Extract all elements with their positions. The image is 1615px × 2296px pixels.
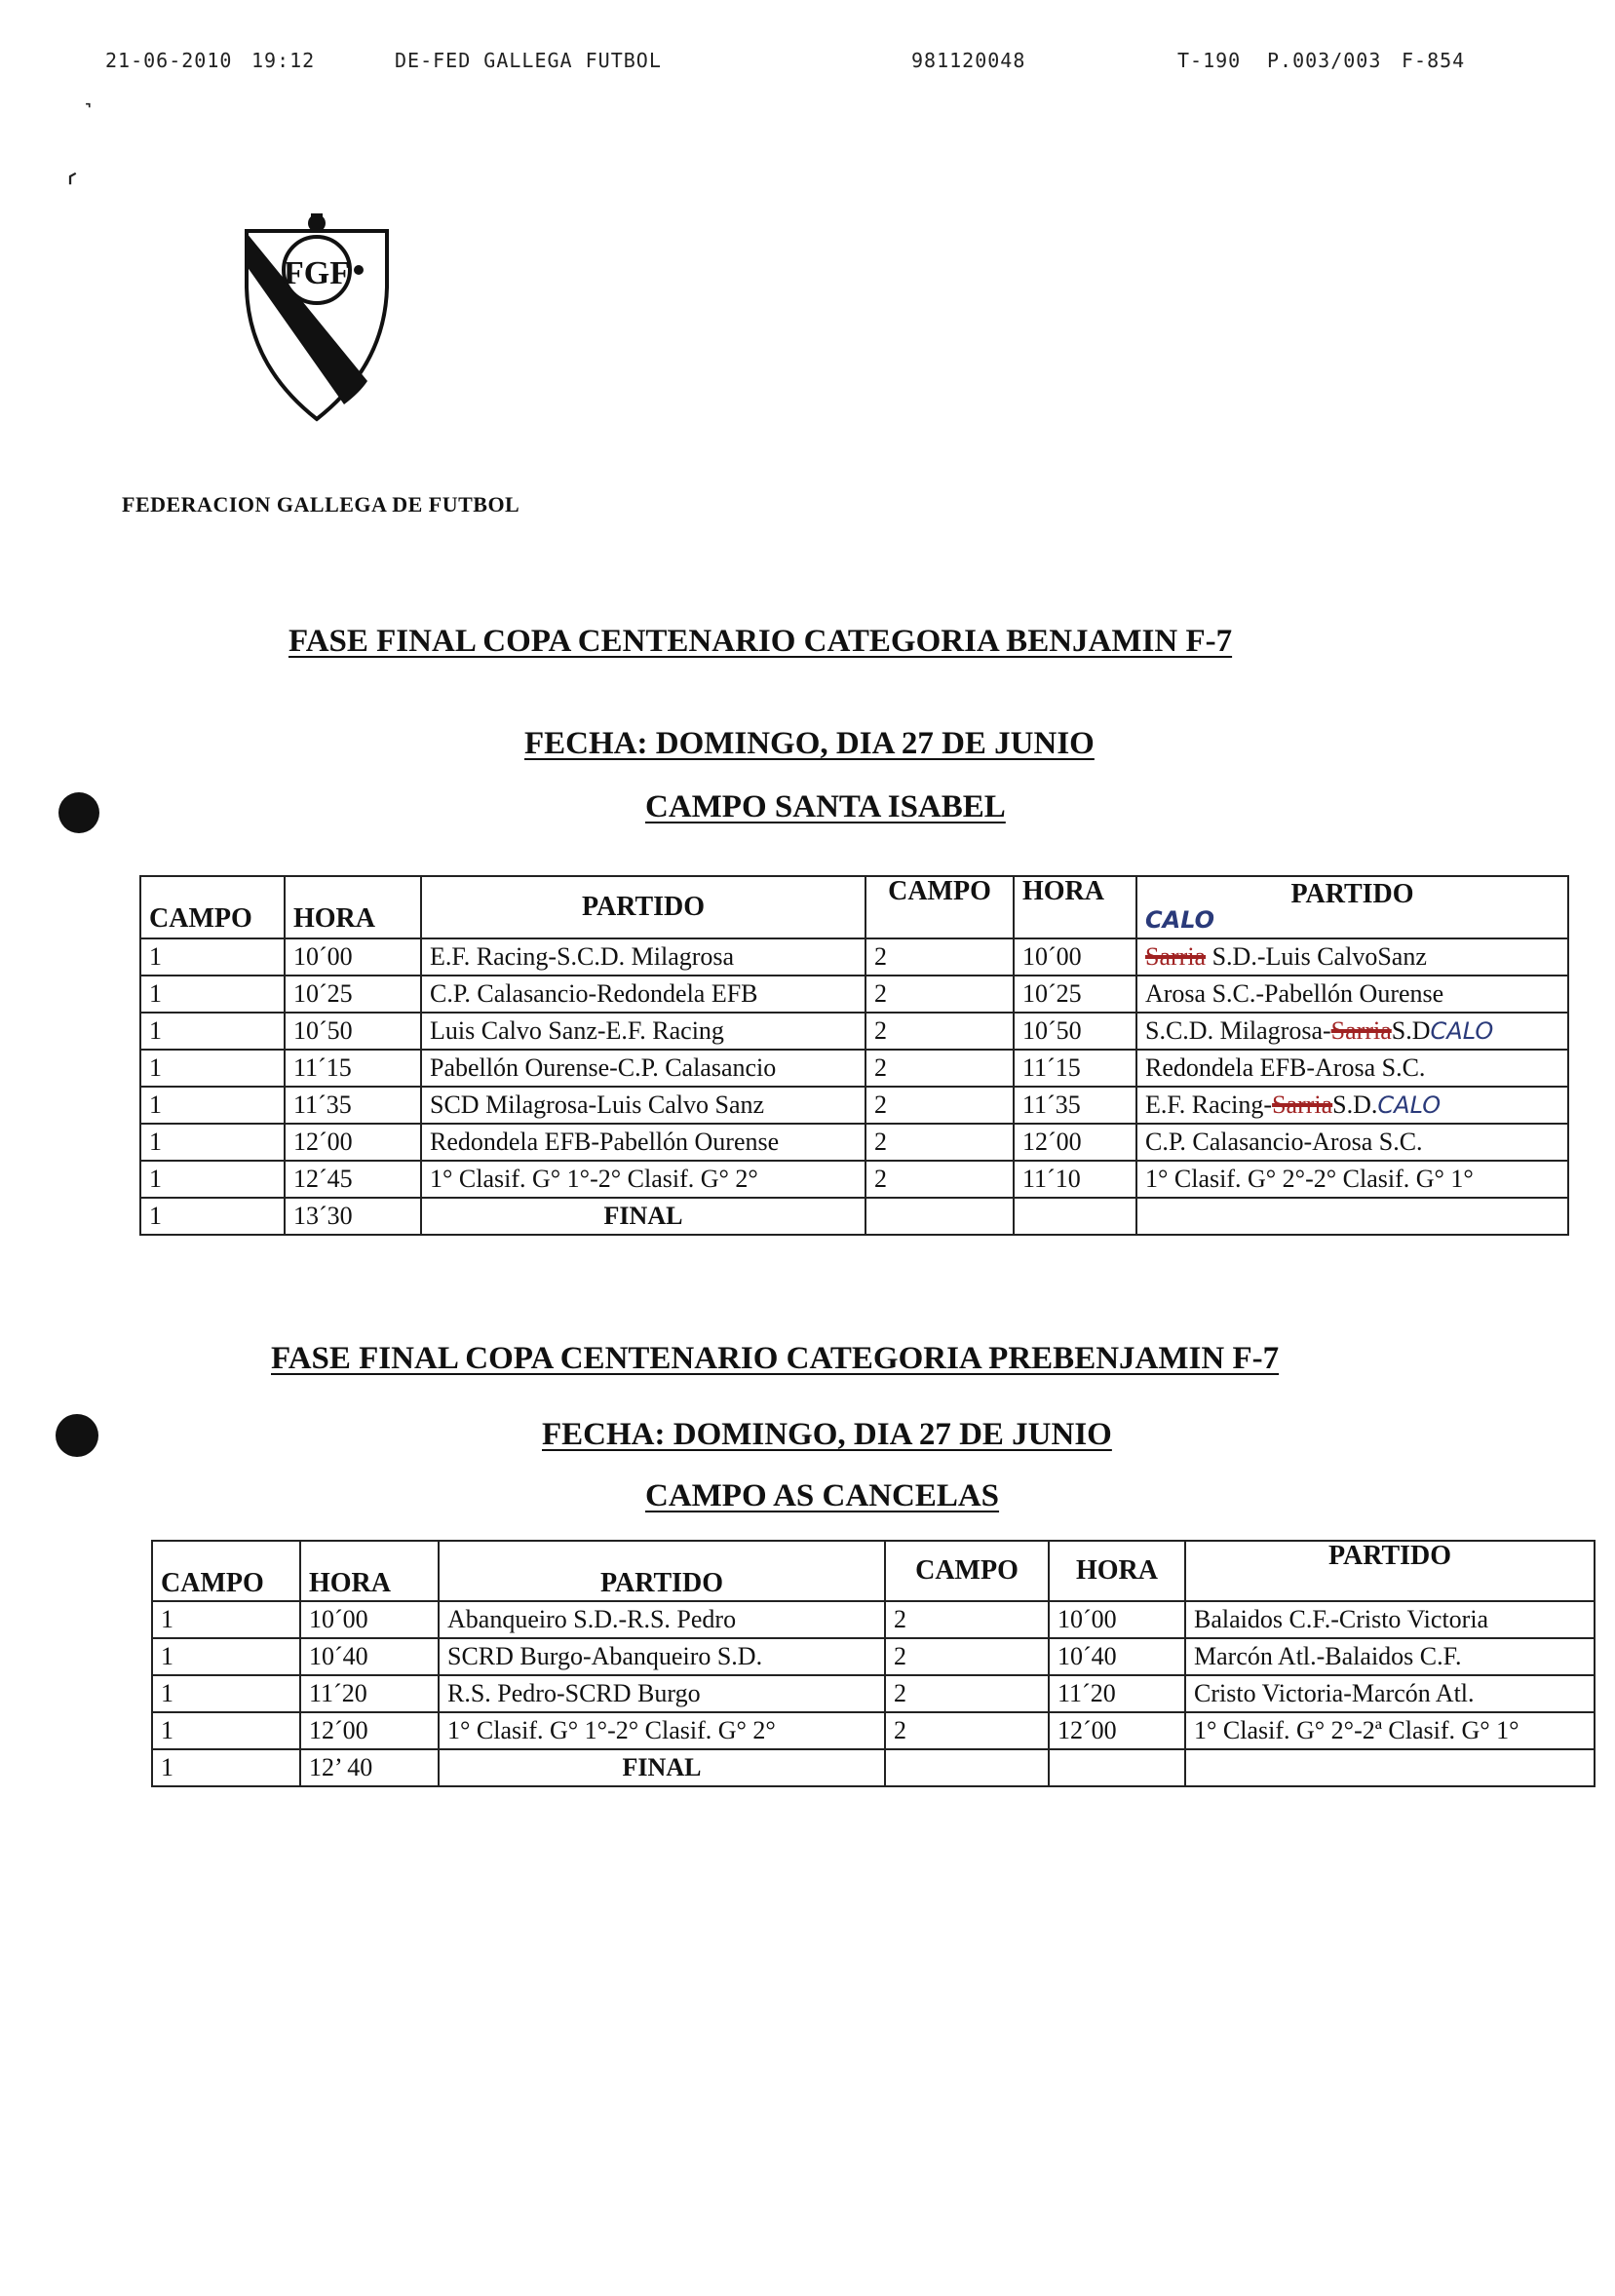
col-campo: CAMPO bbox=[140, 876, 285, 938]
partido-cell: Marcón Atl.-Balaidos C.F. bbox=[1185, 1638, 1595, 1675]
campo-cell: 1 bbox=[140, 1087, 285, 1124]
partido-cell: SCD Milagrosa-Luis Calvo Sanz bbox=[421, 1087, 865, 1124]
campo-cell: 1 bbox=[140, 1161, 285, 1198]
scan-mark: ˺ bbox=[84, 97, 93, 126]
hora-cell: 11´20 bbox=[300, 1675, 439, 1712]
campo-cell: 1 bbox=[140, 938, 285, 976]
section2-date: FECHA: DOMINGO, DIA 27 DE JUNIO bbox=[542, 1417, 1112, 1452]
table-row bbox=[140, 1087, 1568, 1124]
campo-cell: 1 bbox=[152, 1601, 300, 1638]
punch-hole bbox=[58, 792, 99, 833]
partido-cell: C.P. Calasancio-Redondela EFB bbox=[421, 976, 865, 1013]
hora-cell: 12’ 40 bbox=[300, 1749, 439, 1786]
prebenjamin-schedule-table bbox=[151, 1540, 1596, 1787]
table-row bbox=[140, 1050, 1568, 1087]
col-partido-2 bbox=[1136, 876, 1568, 938]
col-hora: HORA bbox=[300, 1541, 439, 1601]
fax-time: 19:12 bbox=[251, 49, 316, 72]
hora-cell: 11´10 bbox=[1014, 1161, 1136, 1198]
struck-team: Sarria bbox=[1272, 1091, 1333, 1119]
partido-cell: Pabellón Ourense-C.P. Calasancio bbox=[421, 1050, 865, 1087]
col-campo: CAMPO bbox=[152, 1541, 300, 1601]
hora-cell: 10´25 bbox=[285, 976, 421, 1013]
match-text: C.P. Calasancio-Arosa S.C. bbox=[1145, 1128, 1423, 1156]
col-hora-2: HORA bbox=[1014, 876, 1136, 938]
hora-cell: 10´25 bbox=[1014, 976, 1136, 1013]
partido-cell bbox=[1136, 1161, 1568, 1198]
table-row bbox=[152, 1675, 1595, 1712]
partido-cell: Abanqueiro S.D.-R.S. Pedro bbox=[439, 1601, 885, 1638]
col-campo-2: CAMPO bbox=[865, 876, 1014, 938]
match-text: E.F. Racing- bbox=[1145, 1091, 1273, 1119]
benjamin-schedule-table bbox=[139, 875, 1569, 1236]
table-row bbox=[140, 1198, 1568, 1235]
hora-cell: 12´00 bbox=[300, 1712, 439, 1749]
campo-cell: 1 bbox=[152, 1712, 300, 1749]
partido-cell bbox=[1136, 1198, 1568, 1235]
campo-cell: 1 bbox=[140, 1124, 285, 1161]
section2-title: FASE FINAL COPA CENTENARIO CATEGORIA PREBENJAMIN F-7 bbox=[271, 1341, 1280, 1376]
hora-cell: 11´35 bbox=[285, 1087, 421, 1124]
punch-hole bbox=[56, 1414, 98, 1457]
partido-cell bbox=[1136, 938, 1568, 976]
fax-date: 21-06-2010 bbox=[105, 49, 233, 72]
col-partido: PARTIDO bbox=[439, 1541, 885, 1601]
hora-cell: 11´35 bbox=[1014, 1087, 1136, 1124]
hora-cell: 10´00 bbox=[1014, 938, 1136, 976]
col-partido-2-label: PARTIDO bbox=[1290, 879, 1414, 909]
partido-cell bbox=[1136, 1087, 1568, 1124]
table-row bbox=[140, 938, 1568, 976]
campo-cell: 2 bbox=[865, 1050, 1014, 1087]
hora-cell: 10´40 bbox=[300, 1638, 439, 1675]
table-row bbox=[140, 1013, 1568, 1050]
table-row bbox=[152, 1638, 1595, 1675]
section1-title: FASE FINAL COPA CENTENARIO CATEGORIA BENJAMIN F-7 bbox=[288, 624, 1233, 659]
section1-venue: CAMPO SANTA ISABEL bbox=[645, 789, 1006, 824]
fax-sender: DE-FED GALLEGA FUTBOL bbox=[395, 49, 662, 72]
col-campo-2: CAMPO bbox=[885, 1541, 1049, 1601]
hora-cell: 12´00 bbox=[285, 1124, 421, 1161]
fax-page: P.003/003 bbox=[1267, 49, 1382, 72]
struck-team: Sarria bbox=[1145, 942, 1207, 971]
partido-cell: Cristo Victoria-Marcón Atl. bbox=[1185, 1675, 1595, 1712]
campo-cell: 1 bbox=[140, 976, 285, 1013]
partido-cell bbox=[1136, 1124, 1568, 1161]
partido-cell bbox=[1136, 976, 1568, 1013]
campo-cell: 1 bbox=[152, 1675, 300, 1712]
campo-cell: 2 bbox=[865, 1161, 1014, 1198]
table-row bbox=[140, 1161, 1568, 1198]
campo-cell: 2 bbox=[865, 1087, 1014, 1124]
partido-cell: 1° Clasif. G° 1°-2° Clasif. G° 2° bbox=[439, 1712, 885, 1749]
hora-cell bbox=[1014, 1198, 1136, 1235]
hora-cell: 10´00 bbox=[300, 1601, 439, 1638]
partido-cell: E.F. Racing-S.C.D. Milagrosa bbox=[421, 938, 865, 976]
campo-cell: 2 bbox=[885, 1675, 1049, 1712]
fax-t-code: T-190 bbox=[1177, 49, 1242, 72]
hora-cell: 10´50 bbox=[285, 1013, 421, 1050]
campo-cell: 1 bbox=[152, 1638, 300, 1675]
table-row bbox=[152, 1601, 1595, 1638]
handwritten-note: CALO bbox=[1377, 1091, 1442, 1119]
hora-cell: 10´40 bbox=[1049, 1638, 1185, 1675]
campo-cell: 2 bbox=[865, 1124, 1014, 1161]
match-text: S.D bbox=[1391, 1016, 1431, 1045]
partido-cell: R.S. Pedro-SCRD Burgo bbox=[439, 1675, 885, 1712]
section2-venue: CAMPO AS CANCELAS bbox=[645, 1478, 1000, 1513]
campo-cell: 2 bbox=[885, 1712, 1049, 1749]
table-header-row bbox=[140, 876, 1568, 938]
partido-cell: FINAL bbox=[421, 1198, 865, 1235]
campo-cell bbox=[885, 1749, 1049, 1786]
federation-name: FEDERACION GALLEGA DE FUTBOL bbox=[122, 492, 520, 517]
match-text: Arosa S.C.-Pabellón Ourense bbox=[1145, 979, 1444, 1008]
fax-header bbox=[0, 49, 1615, 78]
campo-cell: 2 bbox=[885, 1601, 1049, 1638]
hora-cell: 10´00 bbox=[285, 938, 421, 976]
partido-cell: FINAL bbox=[439, 1749, 885, 1786]
table-row bbox=[140, 1124, 1568, 1161]
partido-cell: 1° Clasif. G° 2°-2ª Clasif. G° 1° bbox=[1185, 1712, 1595, 1749]
partido-cell bbox=[1136, 1013, 1568, 1050]
hora-cell: 13´30 bbox=[285, 1198, 421, 1235]
col-hora-2: HORA bbox=[1049, 1541, 1185, 1601]
match-text: S.D.-Luis CalvoSanz bbox=[1211, 942, 1427, 971]
hora-cell: 12´45 bbox=[285, 1161, 421, 1198]
hora-cell bbox=[1049, 1749, 1185, 1786]
svg-text:FGF: FGF bbox=[284, 255, 350, 291]
campo-cell: 1 bbox=[152, 1749, 300, 1786]
table-row bbox=[140, 976, 1568, 1013]
match-text: Redondela EFB-Arosa S.C. bbox=[1145, 1053, 1426, 1082]
hora-cell: 11´15 bbox=[1014, 1050, 1136, 1087]
partido-cell bbox=[1136, 1050, 1568, 1087]
table-row bbox=[152, 1712, 1595, 1749]
hora-cell: 12´00 bbox=[1049, 1712, 1185, 1749]
campo-cell: 1 bbox=[140, 1050, 285, 1087]
hora-cell: 11´20 bbox=[1049, 1675, 1185, 1712]
partido-cell: SCRD Burgo-Abanqueiro S.D. bbox=[439, 1638, 885, 1675]
partido-cell: Redondela EFB-Pabellón Ourense bbox=[421, 1124, 865, 1161]
fax-f-code: F-854 bbox=[1402, 49, 1466, 72]
hora-cell: 12´00 bbox=[1014, 1124, 1136, 1161]
campo-cell bbox=[865, 1198, 1014, 1235]
table-header-row bbox=[152, 1541, 1595, 1601]
partido-cell bbox=[1185, 1749, 1595, 1786]
partido-cell: Luis Calvo Sanz-E.F. Racing bbox=[421, 1013, 865, 1050]
campo-cell: 2 bbox=[865, 1013, 1014, 1050]
campo-cell: 2 bbox=[865, 938, 1014, 976]
col-partido-2: PARTIDO bbox=[1185, 1541, 1595, 1601]
handwritten-note: CALO bbox=[1145, 906, 1215, 934]
hora-cell: 11´15 bbox=[285, 1050, 421, 1087]
hora-cell: 10´50 bbox=[1014, 1013, 1136, 1050]
section1-date: FECHA: DOMINGO, DIA 27 DE JUNIO bbox=[524, 726, 1095, 761]
hora-cell: 10´00 bbox=[1049, 1601, 1185, 1638]
match-text: S.D. bbox=[1332, 1091, 1378, 1119]
fax-number: 981120048 bbox=[911, 49, 1026, 72]
struck-team: Sarria bbox=[1330, 1016, 1392, 1045]
partido-cell: Balaidos C.F.-Cristo Victoria bbox=[1185, 1601, 1595, 1638]
match-text: 1° Clasif. G° 2°-2° Clasif. G° 1° bbox=[1145, 1165, 1474, 1193]
campo-cell: 1 bbox=[140, 1198, 285, 1235]
scan-mark: ⸂ bbox=[66, 169, 80, 197]
campo-cell: 2 bbox=[885, 1638, 1049, 1675]
partido-cell: 1° Clasif. G° 1°-2° Clasif. G° 2° bbox=[421, 1161, 865, 1198]
handwritten-note: CALO bbox=[1430, 1017, 1494, 1045]
campo-cell: 2 bbox=[865, 976, 1014, 1013]
campo-cell: 1 bbox=[140, 1013, 285, 1050]
match-text: S.C.D. Milagrosa- bbox=[1145, 1016, 1331, 1045]
col-hora: HORA bbox=[285, 876, 421, 938]
col-partido: PARTIDO bbox=[421, 876, 865, 938]
table-row bbox=[152, 1749, 1595, 1786]
federation-shield-logo bbox=[239, 210, 395, 424]
